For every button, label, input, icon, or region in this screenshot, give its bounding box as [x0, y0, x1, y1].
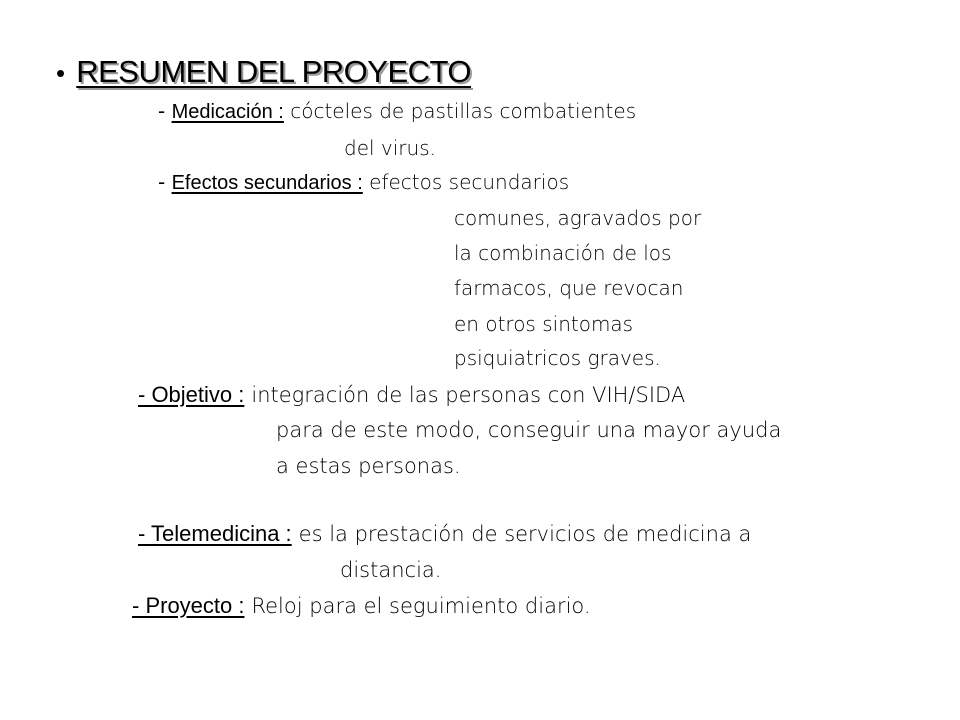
efectos-text-3: la combinación de los [454, 241, 672, 265]
dash: - [158, 170, 172, 194]
medicacion-label: Medicación : [171, 101, 284, 123]
telemedicina-row [138, 523, 751, 546]
proyecto-text-1: Reloj para el seguimiento diario. [251, 594, 591, 618]
proyecto-label: - Proyecto : [132, 593, 245, 618]
efectos-text-4: farmacos, que revocan [454, 276, 684, 300]
efectos-text-1: efectos secundarios [369, 170, 570, 194]
telemedicina-label: - Telemedicina : [138, 521, 292, 546]
telemedicina-text-1: es la prestación de servicios de medicina a [298, 522, 752, 546]
objetivo-text-2: para de este modo, conseguir una mayor ayuda [276, 418, 782, 442]
efectos-text-2: comunes, agravados por [454, 206, 702, 230]
dash: - [158, 99, 172, 123]
efectos-text-6: psiquiatricos graves. [454, 346, 661, 370]
objetivo-label: - Objetivo : [138, 382, 245, 407]
efectos-text-5: en otros sintomas [454, 312, 634, 336]
title-row [56, 56, 471, 87]
objetivo-text-1: integración de las personas con VIH/SIDA [251, 383, 686, 407]
medicacion-row [158, 101, 636, 122]
bullet-icon: • [56, 58, 66, 88]
proyecto-row [132, 595, 591, 618]
efectos-label: Efectos secundarios : [171, 172, 363, 194]
medicacion-text-1: cócteles de pastillas combatientes [290, 99, 637, 123]
efectos-row [158, 172, 569, 193]
objetivo-row [138, 384, 685, 407]
objetivo-text-3: a estas personas. [276, 454, 461, 478]
medicacion-text-2: del virus. [344, 136, 436, 160]
telemedicina-text-2: distancia. [340, 558, 442, 582]
slide-title: RESUMEN DEL PROYECTO [76, 54, 472, 89]
